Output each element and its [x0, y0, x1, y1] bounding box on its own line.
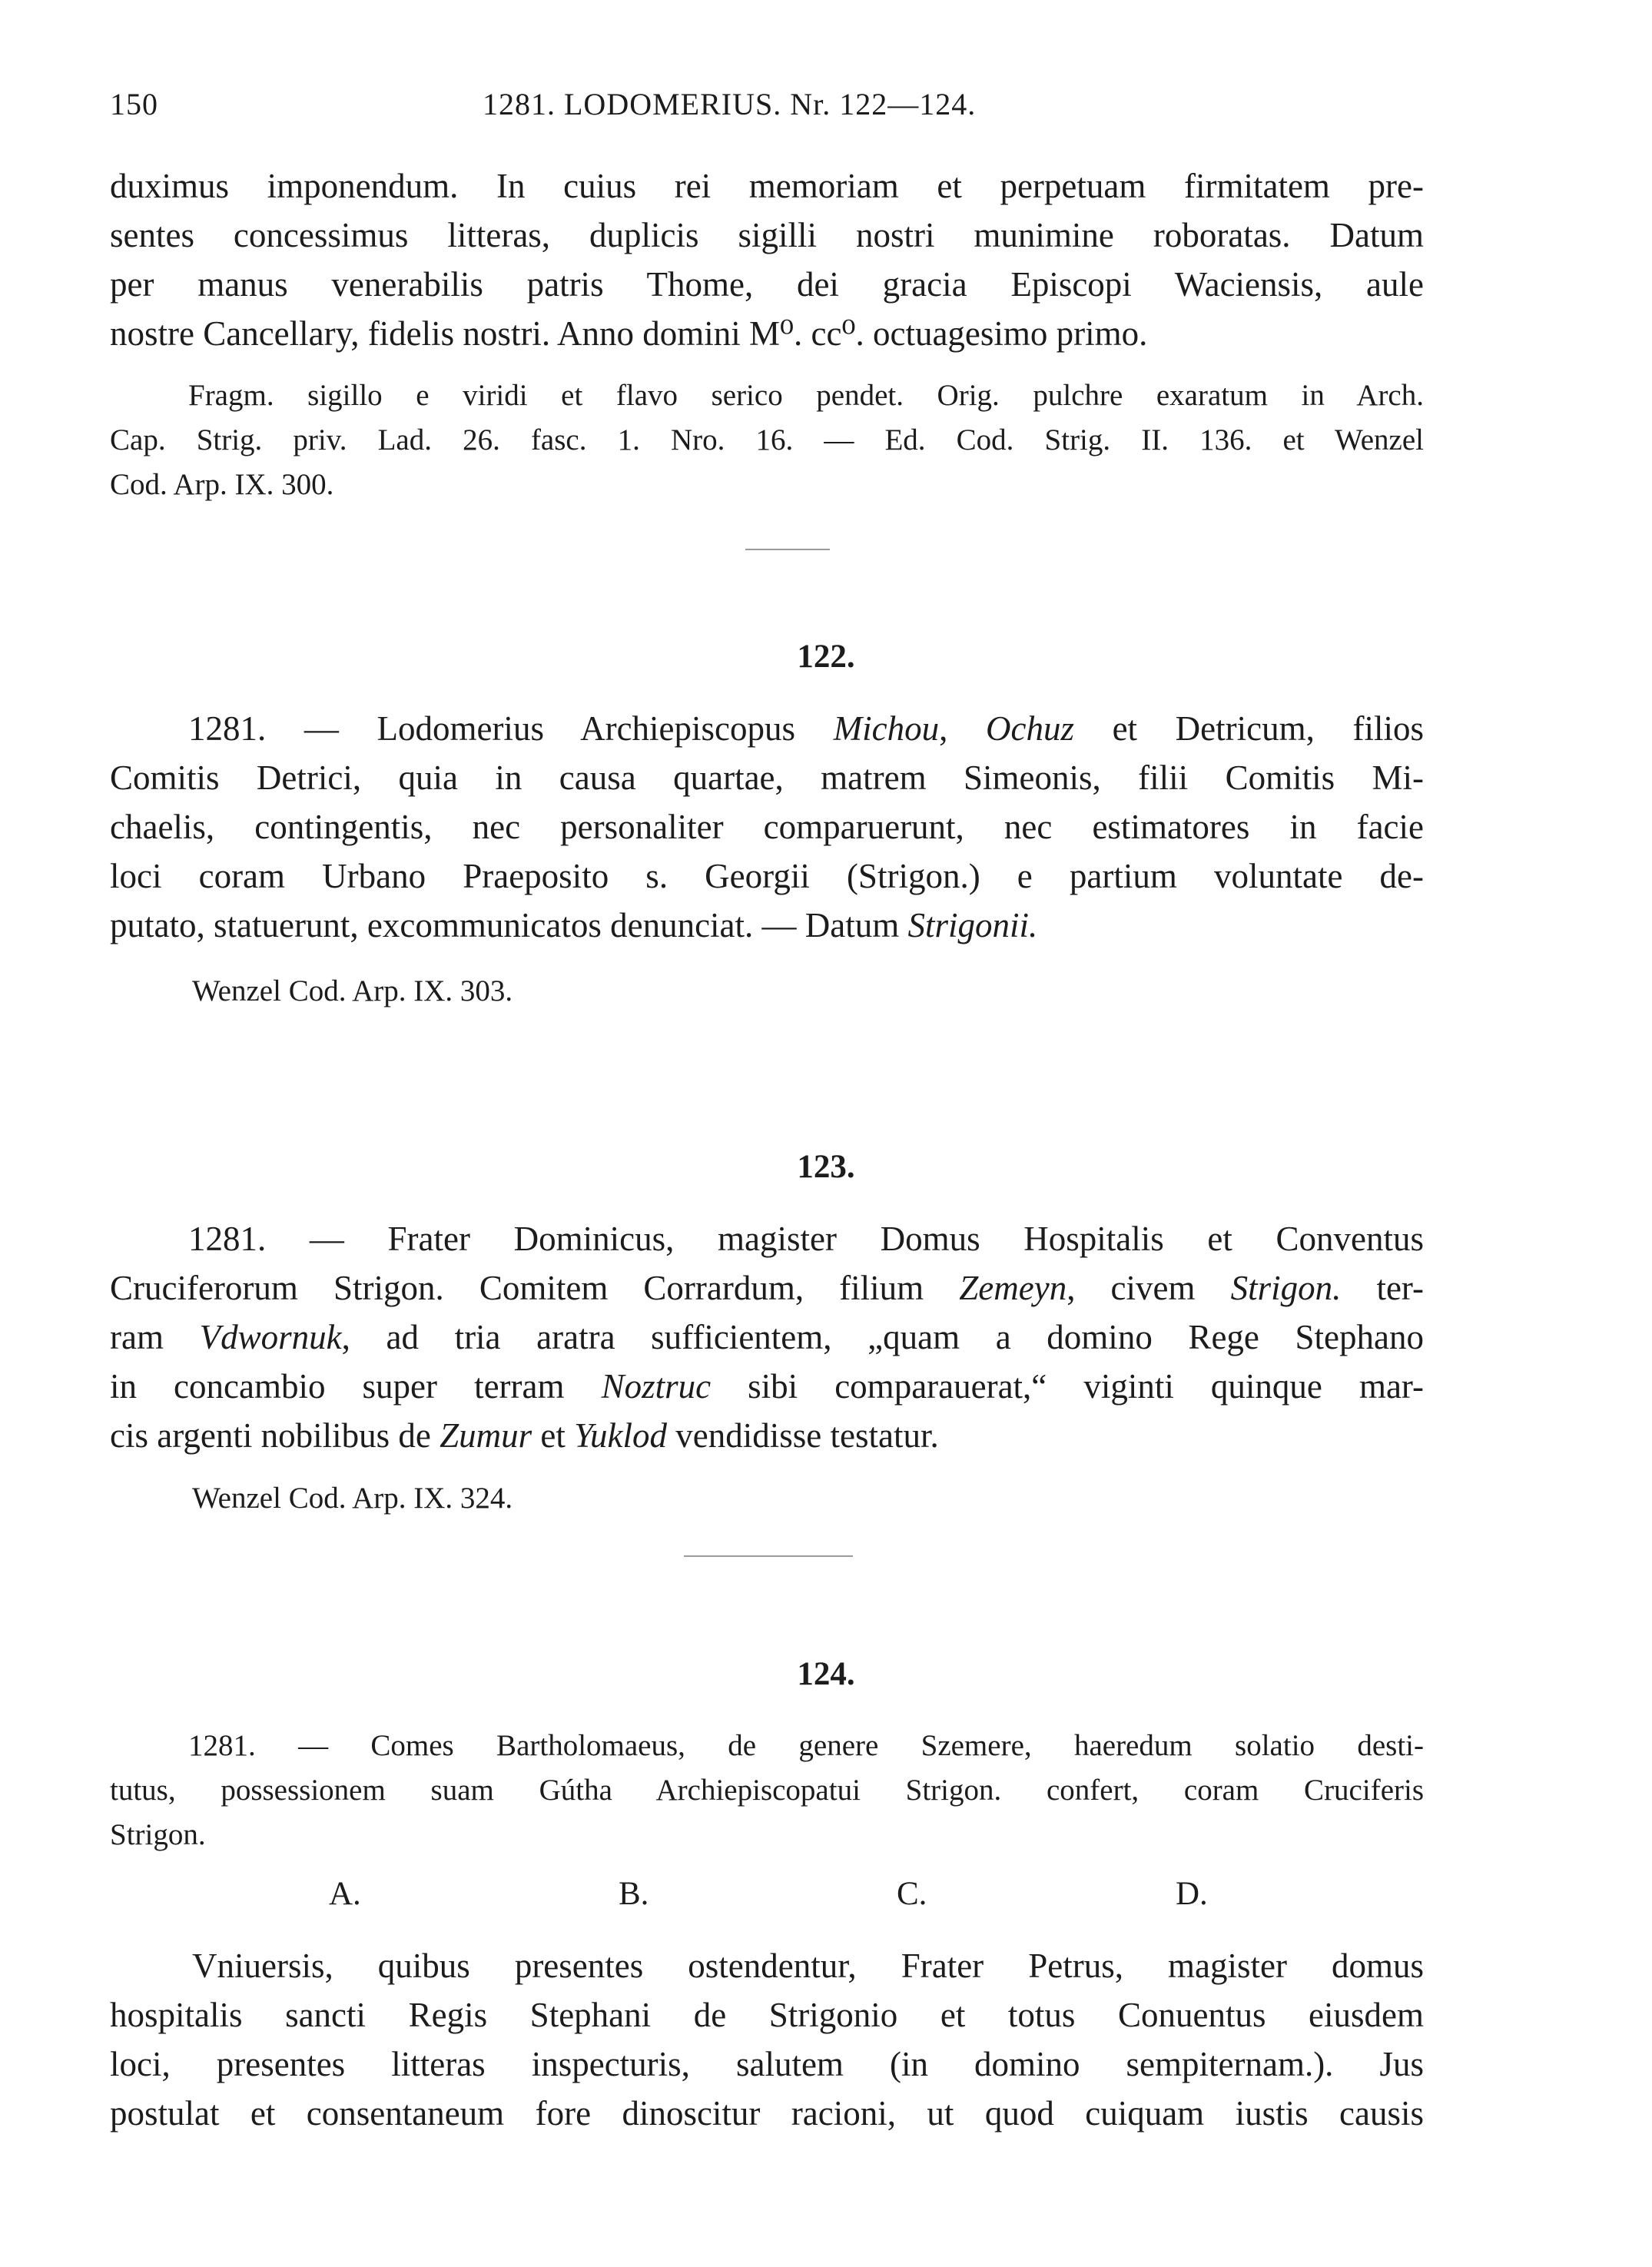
text-line: chaelis, contingentis, nec personaliter comparuerunt, nec estimatores in facie — [110, 808, 1424, 846]
document-number: 123. — [797, 1149, 855, 1185]
text-line: 1281. — Lodomerius Archiepiscopus Michou, Ochuz et Detricum, filios — [188, 709, 1424, 748]
text-line: Comitis Detrici, quia in causa quartae, matrem Simeonis, filii Comitis Mi- — [110, 758, 1424, 797]
text-line: 1281. — Frater Dominicus, magister Domus Hospitalis et Conventus — [188, 1220, 1424, 1258]
text-line: nostre Cancellary, fidelis nostri. Anno domini M⁰. cc⁰. octuagesimo primo. — [110, 314, 1148, 353]
separator — [684, 1555, 853, 1557]
source-note: Wenzel Cod. Arp. IX. 324. — [192, 1482, 513, 1515]
summary-line: 1281. — Comes Bartholomaeus, de genere Szemere, haeredum solatio desti- — [188, 1729, 1424, 1762]
text-line: putato, statuerunt, excommunicatos denunciat. — Datum Strigonii. — [110, 906, 1038, 944]
note-line: Cod. Arp. IX. 300. — [110, 468, 334, 501]
text-line: ram Vdwornuk, ad tria aratra sufficientem, „quam a domino Rege Stephano — [110, 1318, 1424, 1356]
text-line: postulat et consentaneum fore dinoscitur racioni, ut quod cuiquam iustis causis — [110, 2094, 1424, 2133]
page-number: 150 — [110, 87, 158, 121]
version-label: C. — [897, 1876, 927, 1912]
version-label: D. — [1176, 1876, 1208, 1912]
version-label: A. — [329, 1876, 361, 1912]
text-line: hospitalis sancti Regis Stephani de Strigonio et totus Conuentus eiusdem — [110, 1996, 1424, 2034]
text-line: Cruciferorum Strigon. Comitem Corrardum, filium Zemeyn, civem Strigon. ter- — [110, 1269, 1425, 1307]
text-line: loci, presentes litteras inspecturis, salutem (in domino sempiternam.). Jus — [110, 2045, 1424, 2083]
document-number: 122. — [797, 639, 855, 675]
summary-line: Strigon. — [110, 1818, 206, 1851]
text-line: loci coram Urbano Praeposito s. Georgii (Strigon.) e partium voluntate de- — [110, 857, 1424, 895]
text-line: Vniuersis, quibus presentes ostendentur, Frater Petrus, magister domus — [192, 1947, 1424, 1985]
note-line: Cap. Strig. priv. Lad. 26. fasc. 1. Nro. 16. — Ed. Cod. Strig. II. 136. et Wenzel — [110, 423, 1424, 456]
text-line: duximus imponendum. In cuius rei memoriam et perpetuam firmitatem pre- — [110, 167, 1424, 205]
separator — [745, 549, 830, 550]
text-line: in concambio super terram Noztruc sibi comparauerat,“ viginti quinque mar- — [110, 1367, 1424, 1406]
text-line: sentes concessimus litteras, duplicis sigilli nostri munimine roboratas. Datum — [110, 216, 1424, 254]
running-title: 1281. LODOMERIUS. Nr. 122—124. — [483, 87, 977, 121]
note-line: Fragm. sigillo e viridi et flavo serico pendet. Orig. pulchre exaratum in Arch. — [188, 379, 1424, 412]
document-number: 124. — [797, 1656, 855, 1692]
text-line: per manus venerabilis patris Thome, dei gracia Episcopi Waciensis, aule — [110, 265, 1424, 304]
page-header — [110, 86, 1424, 124]
version-label: B. — [619, 1876, 649, 1912]
text-line: cis argenti nobilibus de Zumur et Yuklod vendidisse testatur. — [110, 1416, 939, 1455]
summary-line: tutus, possessionem suam Gútha Archiepiscopatui Strigon. confert, coram Cruciferis — [110, 1774, 1424, 1807]
source-note: Wenzel Cod. Arp. IX. 303. — [192, 974, 513, 1007]
